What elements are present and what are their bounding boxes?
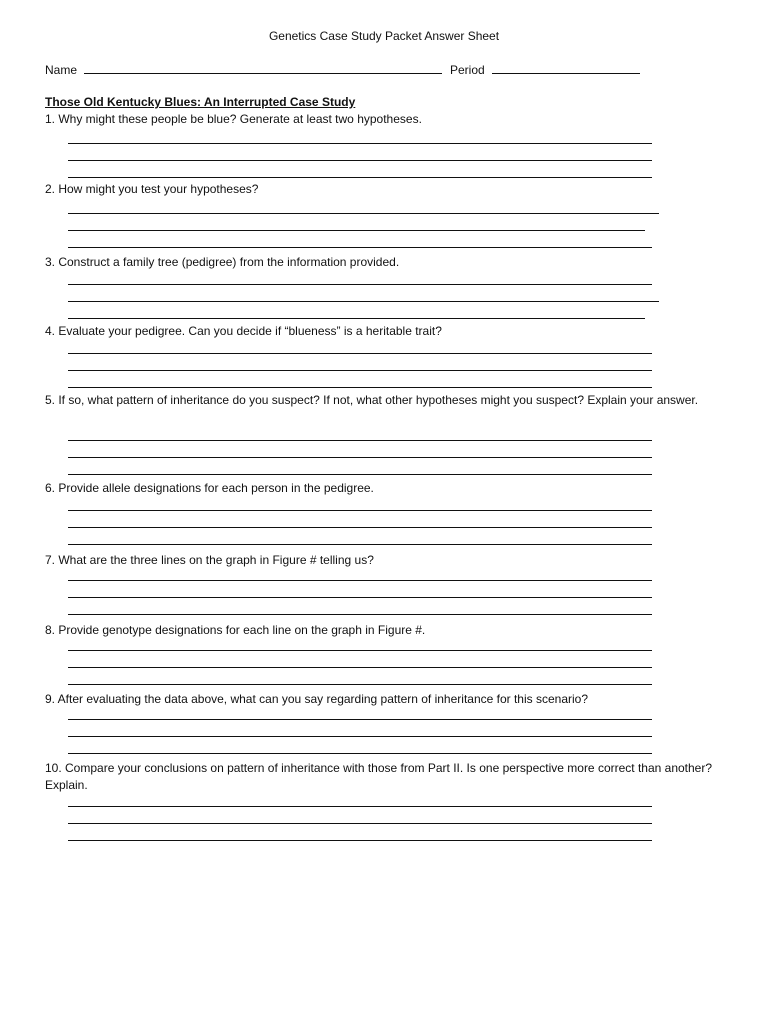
- answer-line[interactable]: [68, 474, 652, 475]
- answer-line[interactable]: [68, 597, 652, 598]
- answer-line[interactable]: [68, 213, 659, 214]
- answer-line[interactable]: [68, 301, 659, 302]
- question-10: 10. Compare your conclusions on pattern of inheritance with those from Part II. Is one perspective more correct than another? Explain.: [45, 761, 713, 792]
- name-blank[interactable]: [84, 62, 442, 74]
- period-field-row: [450, 62, 640, 78]
- answer-line[interactable]: [68, 614, 652, 615]
- answer-line[interactable]: [68, 457, 652, 458]
- question-9: 9. After evaluating the data above, what can you say regarding pattern of inheritance for this scenario?: [45, 692, 589, 706]
- question-4: 4. Evaluate your pedigree. Can you decide if “blueness” is a heritable trait?: [45, 324, 442, 338]
- answer-line[interactable]: [68, 823, 652, 824]
- answer-line[interactable]: [68, 160, 652, 161]
- question-6: 6. Provide allele designations for each person in the pedigree.: [45, 481, 374, 495]
- question-3: 3. Construct a family tree (pedigree) from the information provided.: [45, 255, 400, 269]
- question-2: 2. How might you test your hypotheses?: [45, 182, 259, 196]
- name-label: Name: [45, 63, 78, 77]
- answer-line[interactable]: [68, 387, 652, 388]
- case-study-title: Those Old Kentucky Blues: An Interrupted Case Study: [45, 95, 356, 109]
- answer-line[interactable]: [68, 544, 652, 545]
- answer-line[interactable]: [68, 230, 645, 231]
- answer-line[interactable]: [68, 247, 652, 248]
- question-1: 1. Why might these people be blue? Generate at least two hypotheses.: [45, 112, 422, 126]
- answer-line[interactable]: [68, 318, 645, 319]
- answer-line[interactable]: [68, 353, 652, 354]
- question-7: 7. What are the three lines on the graph in Figure # telling us?: [45, 553, 374, 567]
- answer-line[interactable]: [68, 510, 652, 511]
- answer-line[interactable]: [68, 684, 652, 685]
- answer-line[interactable]: [68, 580, 652, 581]
- answer-line[interactable]: [68, 527, 652, 528]
- answer-line[interactable]: [68, 650, 652, 651]
- answer-line[interactable]: [68, 143, 652, 144]
- answer-line[interactable]: [68, 806, 652, 807]
- answer-line[interactable]: [68, 736, 652, 737]
- name-field-row: [45, 62, 442, 78]
- period-blank[interactable]: [492, 62, 640, 74]
- answer-line[interactable]: [68, 840, 652, 841]
- answer-line[interactable]: [68, 284, 652, 285]
- question-8: 8. Provide genotype designations for each line on the graph in Figure #.: [45, 623, 426, 637]
- period-label: Period: [450, 63, 485, 77]
- answer-line[interactable]: [68, 719, 652, 720]
- answer-line[interactable]: [68, 370, 652, 371]
- answer-line[interactable]: [68, 177, 652, 178]
- answer-line[interactable]: [68, 753, 652, 754]
- answer-line[interactable]: [68, 440, 652, 441]
- answer-line[interactable]: [68, 667, 652, 668]
- page-title: Genetics Case Study Packet Answer Sheet: [268, 29, 500, 43]
- question-5: 5. If so, what pattern of inheritance do you suspect? If not, what other hypotheses might you suspect? Explain your answer.: [45, 393, 699, 407]
